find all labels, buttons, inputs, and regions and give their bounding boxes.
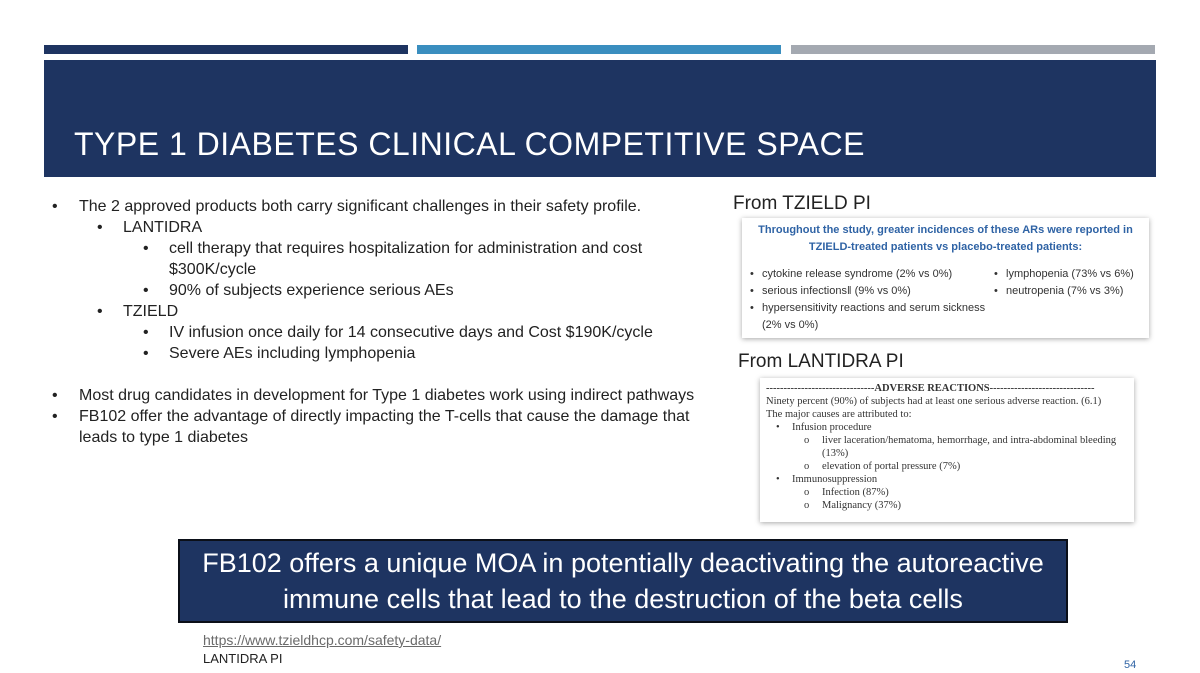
accent-bar-blue bbox=[417, 45, 781, 54]
lantidra-header: -------------------------------ADVERSE REACTIONS------------------------------ bbox=[766, 383, 1095, 394]
list-item: • Severe AEs including lymphopenia bbox=[143, 345, 416, 362]
list-item: • lymphopenia (73% vs 6%) bbox=[994, 268, 1134, 280]
list-item: • 90% of subjects experience serious AEs bbox=[143, 282, 454, 299]
lantidra-line: The major causes are attributed to: bbox=[766, 409, 912, 420]
slide-title: TYPE 1 DIABETES CLINICAL COMPETITIVE SPACE bbox=[74, 126, 865, 162]
bullet-text: The 2 approved products both carry significant challenges in their safety profile. bbox=[79, 198, 642, 215]
list-item: • TZIELD bbox=[97, 303, 179, 320]
title-band bbox=[44, 60, 1156, 177]
list-item: • LANTIDRA bbox=[97, 219, 203, 236]
tzield-safety-link[interactable]: https://www.tzieldhcp.com/safety-data/ bbox=[203, 632, 442, 648]
list-item: • Infusion procedure bbox=[776, 422, 872, 433]
bullet-text: cell therapy that requires hospitalization for administration and cost $300K/cycle bbox=[169, 240, 643, 278]
list-item: • neutropenia (7% vs 3%) bbox=[994, 285, 1124, 297]
bullet-text: 90% of subjects experience serious AEs bbox=[169, 282, 454, 299]
accent-bar-navy bbox=[44, 45, 408, 54]
bullet-text: TZIELD bbox=[123, 303, 179, 320]
list-item: • cell therapy that requires hospitalization for administration and cost $300K/cycle bbox=[143, 240, 643, 278]
callout-box bbox=[178, 539, 1068, 623]
bullet-text: IV infusion once daily for 14 consecutive days and Cost $190K/cycle bbox=[169, 324, 653, 341]
list-item: • Most drug candidates in development for Type 1 diabetes work using indirect pathways bbox=[52, 387, 695, 404]
bullet-text: Most drug candidates in development for Type 1 diabetes work using indirect pathways bbox=[79, 387, 695, 404]
bullet-text: FB102 offer the advantage of directly impacting the T-cells that cause the damage that leads to type 1 diabetes bbox=[79, 408, 690, 446]
tzield-pi-label: From TZIELD PI bbox=[733, 193, 871, 214]
lantidra-pi-excerpt bbox=[760, 378, 1134, 522]
lantidra-reference: LANTIDRA PI bbox=[203, 651, 283, 666]
list-item: • IV infusion once daily for 14 consecutive days and Cost $190K/cycle bbox=[143, 324, 653, 341]
list-spacer bbox=[52, 364, 712, 385]
bullet-text: Severe AEs including lymphopenia bbox=[169, 345, 416, 362]
accent-bar-gray bbox=[791, 45, 1155, 54]
list-item: • serious infections‖ (9% vs 0%) bbox=[750, 285, 911, 297]
list-item: • cytokine release syndrome (2% vs 0%) bbox=[750, 268, 953, 280]
list-item: • hypersensitivity reactions and serum sickness (2% vs 0%) bbox=[750, 302, 986, 331]
list-item: • Immunosuppression bbox=[776, 474, 878, 485]
list-item: • The 2 approved products both carry significant challenges in their safety profile. bbox=[52, 198, 642, 215]
bullet-list bbox=[52, 196, 712, 448]
list-item: • FB102 offer the advantage of directly impacting the T-cells that cause the damage that leads to type 1 diabetes bbox=[52, 408, 690, 446]
list-item: o elevation of portal pressure (7%) bbox=[804, 461, 961, 472]
list-item: o Malignancy (37%) bbox=[804, 500, 902, 511]
list-item: o Infection (87%) bbox=[804, 487, 889, 498]
lantidra-pi-label: From LANTIDRA PI bbox=[738, 351, 904, 372]
callout-text: FB102 offers a unique MOA in potentially deactivating the autoreactive immune cells that lead to the destruction of the beta cells bbox=[202, 548, 1044, 614]
tzield-pi-excerpt bbox=[742, 218, 1149, 338]
page-number: 54 bbox=[1124, 659, 1137, 671]
lantidra-line: Ninety percent (90%) of subjects had at least one serious adverse reaction. (6.1) bbox=[766, 396, 1102, 407]
list-item: o liver laceration/hematoma, hemorrhage, and intra-abdominal bleeding (13%) bbox=[804, 435, 1117, 459]
tzield-pi-heading: Throughout the study, greater incidences of these ARs were reported in TZIELD-treated patients vs placebo-treated patients: bbox=[758, 224, 1133, 253]
bullet-text: LANTIDRA bbox=[123, 219, 203, 236]
